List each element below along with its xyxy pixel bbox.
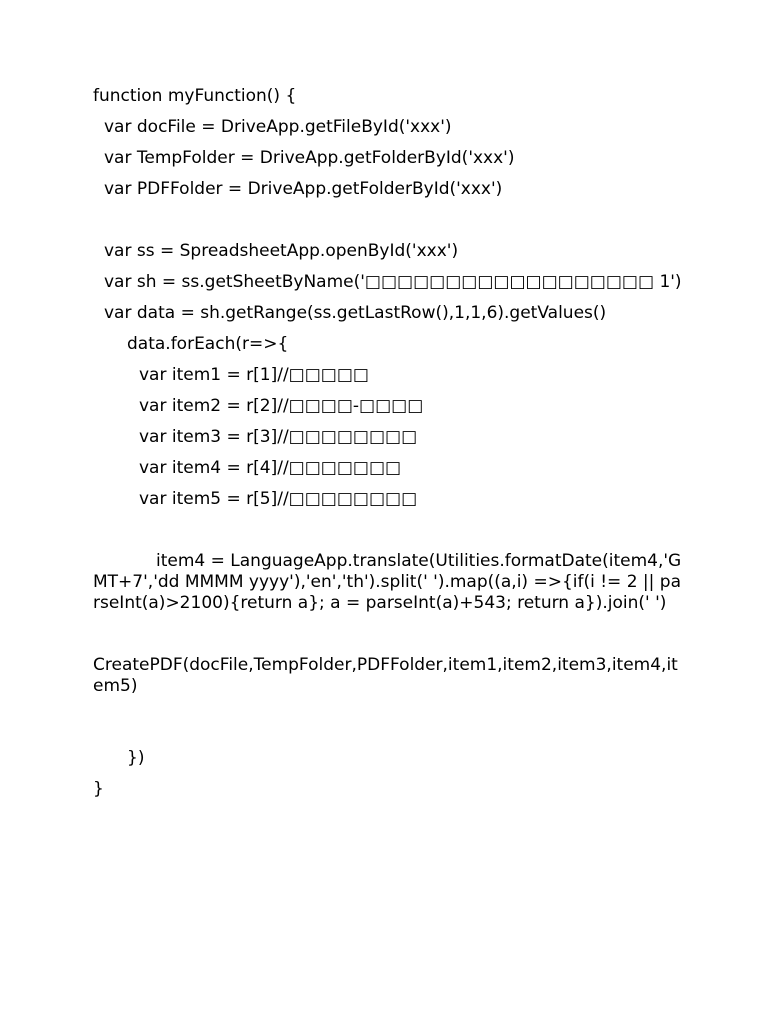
code-line-translate-date: item4 = LanguageApp.translate(Utilities.formatDate(item4,'GMT+7','dd MMMM yyyy'),'en','th').split(' ').map((a,i) =>{if(i != 2 || parseInt(a)>2100){return a}; a = parseInt(a)+543; return a}).join(' ')	[93, 551, 682, 613]
code-line-createpdf: CreatePDF(docFile,TempFolder,PDFFolder,item1,item2,item3,item4,item5)	[93, 655, 678, 696]
code-line-item3: var item3 = r[3]//□□□□□□□□	[139, 427, 418, 447]
blank-line	[93, 520, 683, 541]
code-line-spreadsheet: var ss = SpreadsheetApp.openById('xxx')	[104, 241, 459, 261]
code-line-close-foreach: })	[127, 748, 145, 768]
code-line-pdffolder: var PDFFolder = DriveApp.getFolderById('xxx')	[104, 179, 503, 199]
code-line-data: var data = sh.getRange(ss.getLastRow(),1,1,6).getValues()	[104, 303, 607, 323]
code-line-item5: var item5 = r[5]//□□□□□□□□	[139, 489, 418, 509]
blank-line	[93, 210, 683, 231]
code-line-close-function: }	[93, 779, 104, 799]
code-line-function-declaration: function myFunction() {	[93, 86, 297, 106]
blank-line	[93, 707, 683, 738]
code-line-item1: var item1 = r[1]//□□□□□	[139, 365, 369, 385]
code-block	[93, 86, 683, 810]
code-line-tempfolder: var TempFolder = DriveApp.getFolderById('xxx')	[104, 148, 515, 168]
code-line-docfile: var docFile = DriveApp.getFileById('xxx')	[104, 117, 452, 137]
code-line-item2: var item2 = r[2]//□□□□-□□□□	[139, 396, 424, 416]
code-line-foreach: data.forEach(r=>{	[127, 334, 289, 354]
code-line-sheet: var sh = ss.getSheetByName('□□□□□□□□□□□□□□□□□□ 1')	[104, 272, 682, 292]
code-line-item4: var item4 = r[4]//□□□□□□□	[139, 458, 402, 478]
blank-line	[93, 624, 683, 645]
